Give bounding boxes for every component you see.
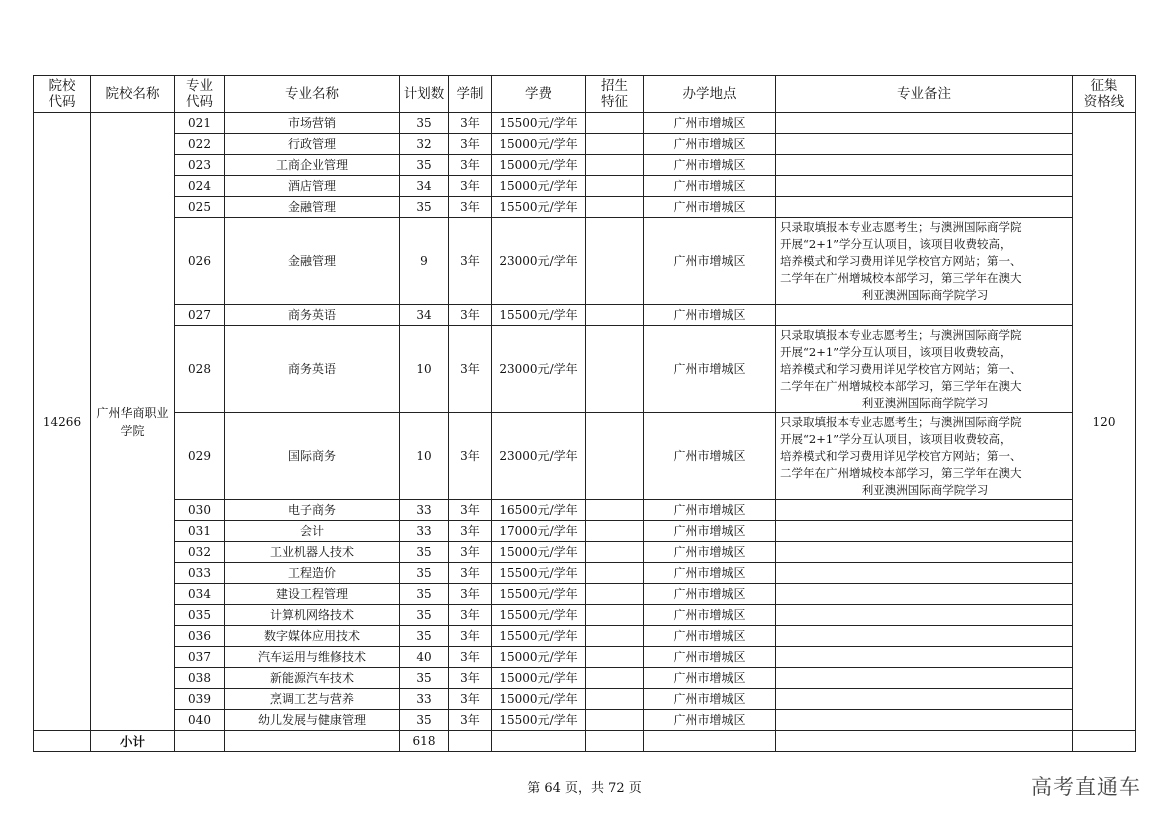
remarks-cell <box>776 710 1073 731</box>
duration-cell: 3年 <box>449 326 492 413</box>
duration-cell: 3年 <box>449 647 492 668</box>
header-location: 办学地点 <box>644 76 776 113</box>
major-code-cell: 022 <box>175 134 225 155</box>
major-code-cell: 031 <box>175 521 225 542</box>
table-row <box>34 155 1136 176</box>
major-code-cell: 039 <box>175 689 225 710</box>
tuition-cell: 15000元/学年 <box>492 668 586 689</box>
table-row <box>34 305 1136 326</box>
remarks-cell <box>776 584 1073 605</box>
header-plan: 计划数 <box>400 76 449 113</box>
subtotal-row <box>34 731 1136 752</box>
feature-cell <box>586 113 644 134</box>
remarks-line: 开展“2+1”学分互认项目，该项目收费较高， <box>780 236 1012 251</box>
plan-cell: 35 <box>400 584 449 605</box>
major-name-cell: 工业机器人技术 <box>225 542 400 563</box>
major-name-cell: 计算机网络技术 <box>225 605 400 626</box>
major-name-cell: 行政管理 <box>225 134 400 155</box>
major-code-cell: 027 <box>175 305 225 326</box>
subtotal-label: 小计 <box>91 731 175 752</box>
remarks-line: 开展“2+1”学分互认项目，该项目收费较高， <box>780 344 1012 359</box>
header-school-code: 院校 代码 <box>34 76 91 113</box>
table-row <box>34 113 1136 134</box>
tuition-cell: 23000元/学年 <box>492 326 586 413</box>
tuition-cell: 15500元/学年 <box>492 626 586 647</box>
plan-cell: 35 <box>400 668 449 689</box>
plan-cell: 35 <box>400 155 449 176</box>
school-name-cell: 广州华商职业学院 <box>91 113 175 731</box>
location-cell: 广州市增城区 <box>644 305 776 326</box>
feature-cell <box>586 689 644 710</box>
duration-cell: 3年 <box>449 197 492 218</box>
tuition-cell: 15000元/学年 <box>492 155 586 176</box>
major-name-cell: 工商企业管理 <box>225 155 400 176</box>
duration-cell: 3年 <box>449 668 492 689</box>
major-name-cell: 商务英语 <box>225 305 400 326</box>
table-row <box>34 413 1136 500</box>
location-cell: 广州市增城区 <box>644 155 776 176</box>
tuition-cell: 15500元/学年 <box>492 710 586 731</box>
feature-cell <box>586 626 644 647</box>
major-name-cell: 会计 <box>225 521 400 542</box>
subtotal-empty-1 <box>34 731 91 752</box>
major-name-cell: 幼儿发展与健康管理 <box>225 710 400 731</box>
table-row <box>34 542 1136 563</box>
duration-cell: 3年 <box>449 113 492 134</box>
remarks-cell <box>776 626 1073 647</box>
major-name-cell: 电子商务 <box>225 500 400 521</box>
duration-cell: 3年 <box>449 710 492 731</box>
feature-cell <box>586 134 644 155</box>
location-cell: 广州市增城区 <box>644 647 776 668</box>
tuition-cell: 15500元/学年 <box>492 197 586 218</box>
duration-cell: 3年 <box>449 176 492 197</box>
feature-cell <box>586 326 644 413</box>
header-major-code: 专业 代码 <box>175 76 225 113</box>
remarks-cell <box>776 134 1073 155</box>
header-school-name: 院校名称 <box>91 76 175 113</box>
location-cell: 广州市增城区 <box>644 521 776 542</box>
subtotal-empty-3 <box>225 731 400 752</box>
location-cell: 广州市增城区 <box>644 668 776 689</box>
table-row <box>34 626 1136 647</box>
tuition-cell: 15500元/学年 <box>492 584 586 605</box>
major-name-cell: 酒店管理 <box>225 176 400 197</box>
major-name-cell: 金融管理 <box>225 197 400 218</box>
remarks-line: 只录取填报本专业志愿考生；与澳洲国际商学院 <box>780 414 1022 429</box>
subtotal-empty-2 <box>175 731 225 752</box>
table-row <box>34 500 1136 521</box>
plan-cell: 9 <box>400 218 449 305</box>
table-body <box>34 113 1136 731</box>
feature-cell <box>586 500 644 521</box>
remarks-cell <box>776 542 1073 563</box>
table-row <box>34 689 1136 710</box>
major-code-cell: 040 <box>175 710 225 731</box>
remarks-cell <box>776 500 1073 521</box>
remarks-cell <box>776 176 1073 197</box>
major-name-cell: 建设工程管理 <box>225 584 400 605</box>
duration-cell: 3年 <box>449 155 492 176</box>
table-row <box>34 218 1136 305</box>
remarks-cell <box>776 326 1073 413</box>
feature-cell <box>586 521 644 542</box>
feature-cell <box>586 542 644 563</box>
location-cell: 广州市增城区 <box>644 176 776 197</box>
subtotal-empty-9 <box>1073 731 1136 752</box>
tuition-cell: 15500元/学年 <box>492 605 586 626</box>
cutoff-cell: 120 <box>1073 113 1136 731</box>
duration-cell: 3年 <box>449 305 492 326</box>
plan-cell: 10 <box>400 326 449 413</box>
tuition-cell: 23000元/学年 <box>492 413 586 500</box>
duration-cell: 3年 <box>449 500 492 521</box>
duration-cell: 3年 <box>449 626 492 647</box>
plan-cell: 10 <box>400 413 449 500</box>
duration-cell: 3年 <box>449 605 492 626</box>
feature-cell <box>586 218 644 305</box>
remarks-cell <box>776 521 1073 542</box>
feature-cell <box>586 668 644 689</box>
major-code-cell: 024 <box>175 176 225 197</box>
remarks-cell <box>776 155 1073 176</box>
major-code-cell: 021 <box>175 113 225 134</box>
major-code-cell: 026 <box>175 218 225 305</box>
remarks-line: 二学年在广州增城校本部学习，第三学年在澳大 <box>780 378 1022 393</box>
major-code-cell: 037 <box>175 647 225 668</box>
major-name-cell: 金融管理 <box>225 218 400 305</box>
duration-cell: 3年 <box>449 521 492 542</box>
plan-cell: 35 <box>400 542 449 563</box>
header-tuition: 学费 <box>492 76 586 113</box>
table-row <box>34 647 1136 668</box>
subtotal-plan: 618 <box>400 731 449 752</box>
header-feature: 招生 特征 <box>586 76 644 113</box>
location-cell: 广州市增城区 <box>644 626 776 647</box>
major-name-cell: 烹调工艺与营养 <box>225 689 400 710</box>
feature-cell <box>586 176 644 197</box>
admission-plan-table <box>33 75 1136 752</box>
major-code-cell: 025 <box>175 197 225 218</box>
feature-cell <box>586 710 644 731</box>
remarks-cell <box>776 605 1073 626</box>
remarks-line: 只录取填报本专业志愿考生；与澳洲国际商学院 <box>780 327 1022 342</box>
major-code-cell: 038 <box>175 668 225 689</box>
remarks-cell <box>776 113 1073 134</box>
location-cell: 广州市增城区 <box>644 584 776 605</box>
location-cell: 广州市增城区 <box>644 605 776 626</box>
table-row <box>34 176 1136 197</box>
remarks-line: 利亚澳洲国际商学院学习 <box>861 287 989 302</box>
plan-cell: 34 <box>400 305 449 326</box>
subtotal-empty-6 <box>586 731 644 752</box>
feature-cell <box>586 584 644 605</box>
remarks-cell <box>776 668 1073 689</box>
subtotal-empty-5 <box>492 731 586 752</box>
duration-cell: 3年 <box>449 584 492 605</box>
table-row <box>34 134 1136 155</box>
plan-cell: 35 <box>400 197 449 218</box>
remarks-cell <box>776 413 1073 500</box>
plan-cell: 35 <box>400 563 449 584</box>
location-cell: 广州市增城区 <box>644 413 776 500</box>
subtotal-empty-4 <box>449 731 492 752</box>
plan-cell: 33 <box>400 500 449 521</box>
major-code-cell: 036 <box>175 626 225 647</box>
plan-cell: 33 <box>400 689 449 710</box>
plan-cell: 33 <box>400 521 449 542</box>
plan-cell: 34 <box>400 176 449 197</box>
header-major-name: 专业名称 <box>225 76 400 113</box>
remarks-line: 利亚澳洲国际商学院学习 <box>861 482 989 497</box>
remarks-line: 二学年在广州增城校本部学习，第三学年在澳大 <box>780 465 1022 480</box>
major-code-cell: 034 <box>175 584 225 605</box>
plan-cell: 35 <box>400 113 449 134</box>
tuition-cell: 15500元/学年 <box>492 563 586 584</box>
major-name-cell: 工程造价 <box>225 563 400 584</box>
major-code-cell: 030 <box>175 500 225 521</box>
header-cutoff: 征集 资格线 <box>1073 76 1136 113</box>
remarks-cell <box>776 305 1073 326</box>
remarks-line: 培养模式和学习费用详见学校官方网站；第一、 <box>780 253 1022 268</box>
location-cell: 广州市增城区 <box>644 134 776 155</box>
major-code-cell: 035 <box>175 605 225 626</box>
feature-cell <box>586 305 644 326</box>
feature-cell <box>586 413 644 500</box>
location-cell: 广州市增城区 <box>644 500 776 521</box>
tuition-cell: 15000元/学年 <box>492 689 586 710</box>
major-name-cell: 国际商务 <box>225 413 400 500</box>
feature-cell <box>586 197 644 218</box>
header-row <box>34 76 1136 113</box>
tuition-cell: 15500元/学年 <box>492 113 586 134</box>
feature-cell <box>586 605 644 626</box>
tuition-cell: 15000元/学年 <box>492 542 586 563</box>
location-cell: 广州市增城区 <box>644 542 776 563</box>
plan-cell: 35 <box>400 710 449 731</box>
major-name-cell: 数字媒体应用技术 <box>225 626 400 647</box>
school-code-cell: 14266 <box>34 113 91 731</box>
plan-cell: 32 <box>400 134 449 155</box>
plan-cell: 35 <box>400 605 449 626</box>
tuition-cell: 15000元/学年 <box>492 176 586 197</box>
table-row <box>34 605 1136 626</box>
major-name-cell: 汽车运用与维修技术 <box>225 647 400 668</box>
location-cell: 广州市增城区 <box>644 218 776 305</box>
major-code-cell: 032 <box>175 542 225 563</box>
table-row <box>34 584 1136 605</box>
major-code-cell: 029 <box>175 413 225 500</box>
duration-cell: 3年 <box>449 689 492 710</box>
tuition-cell: 15000元/学年 <box>492 647 586 668</box>
location-cell: 广州市增城区 <box>644 197 776 218</box>
remarks-line: 二学年在广州增城校本部学习，第三学年在澳大 <box>780 270 1022 285</box>
page-number: 第 64 页，共 72 页 <box>527 781 642 796</box>
table-row <box>34 710 1136 731</box>
duration-cell: 3年 <box>449 134 492 155</box>
feature-cell <box>586 647 644 668</box>
plan-cell: 35 <box>400 626 449 647</box>
remarks-line: 只录取填报本专业志愿考生；与澳洲国际商学院 <box>780 219 1022 234</box>
tuition-cell: 17000元/学年 <box>492 521 586 542</box>
tuition-cell: 23000元/学年 <box>492 218 586 305</box>
major-code-cell: 028 <box>175 326 225 413</box>
major-name-cell: 新能源汽车技术 <box>225 668 400 689</box>
major-name-cell: 市场营销 <box>225 113 400 134</box>
remarks-cell <box>776 647 1073 668</box>
table-row <box>34 326 1136 413</box>
subtotal-empty-7 <box>644 731 776 752</box>
feature-cell <box>586 155 644 176</box>
duration-cell: 3年 <box>449 563 492 584</box>
table-row <box>34 197 1136 218</box>
tuition-cell: 15000元/学年 <box>492 134 586 155</box>
header-remarks: 专业备注 <box>776 76 1073 113</box>
tuition-cell: 15500元/学年 <box>492 305 586 326</box>
table-row <box>34 563 1136 584</box>
duration-cell: 3年 <box>449 413 492 500</box>
location-cell: 广州市增城区 <box>644 689 776 710</box>
plan-cell: 40 <box>400 647 449 668</box>
table-row <box>34 668 1136 689</box>
remarks-line: 开展“2+1”学分互认项目，该项目收费较高， <box>780 431 1012 446</box>
tuition-cell: 16500元/学年 <box>492 500 586 521</box>
remarks-line: 利亚澳洲国际商学院学习 <box>861 395 989 410</box>
watermark: 高考直通车 <box>1031 775 1141 799</box>
remarks-cell <box>776 197 1073 218</box>
location-cell: 广州市增城区 <box>644 710 776 731</box>
remarks-cell <box>776 218 1073 305</box>
major-name-cell: 商务英语 <box>225 326 400 413</box>
duration-cell: 3年 <box>449 218 492 305</box>
location-cell: 广州市增城区 <box>644 326 776 413</box>
header-duration: 学制 <box>449 76 492 113</box>
subtotal-empty-8 <box>776 731 1073 752</box>
duration-cell: 3年 <box>449 542 492 563</box>
remarks-cell <box>776 563 1073 584</box>
location-cell: 广州市增城区 <box>644 113 776 134</box>
major-code-cell: 023 <box>175 155 225 176</box>
remarks-cell <box>776 689 1073 710</box>
table-row <box>34 521 1136 542</box>
remarks-line: 培养模式和学习费用详见学校官方网站；第一、 <box>780 448 1022 463</box>
location-cell: 广州市增城区 <box>644 563 776 584</box>
feature-cell <box>586 563 644 584</box>
major-code-cell: 033 <box>175 563 225 584</box>
remarks-line: 培养模式和学习费用详见学校官方网站；第一、 <box>780 361 1022 376</box>
